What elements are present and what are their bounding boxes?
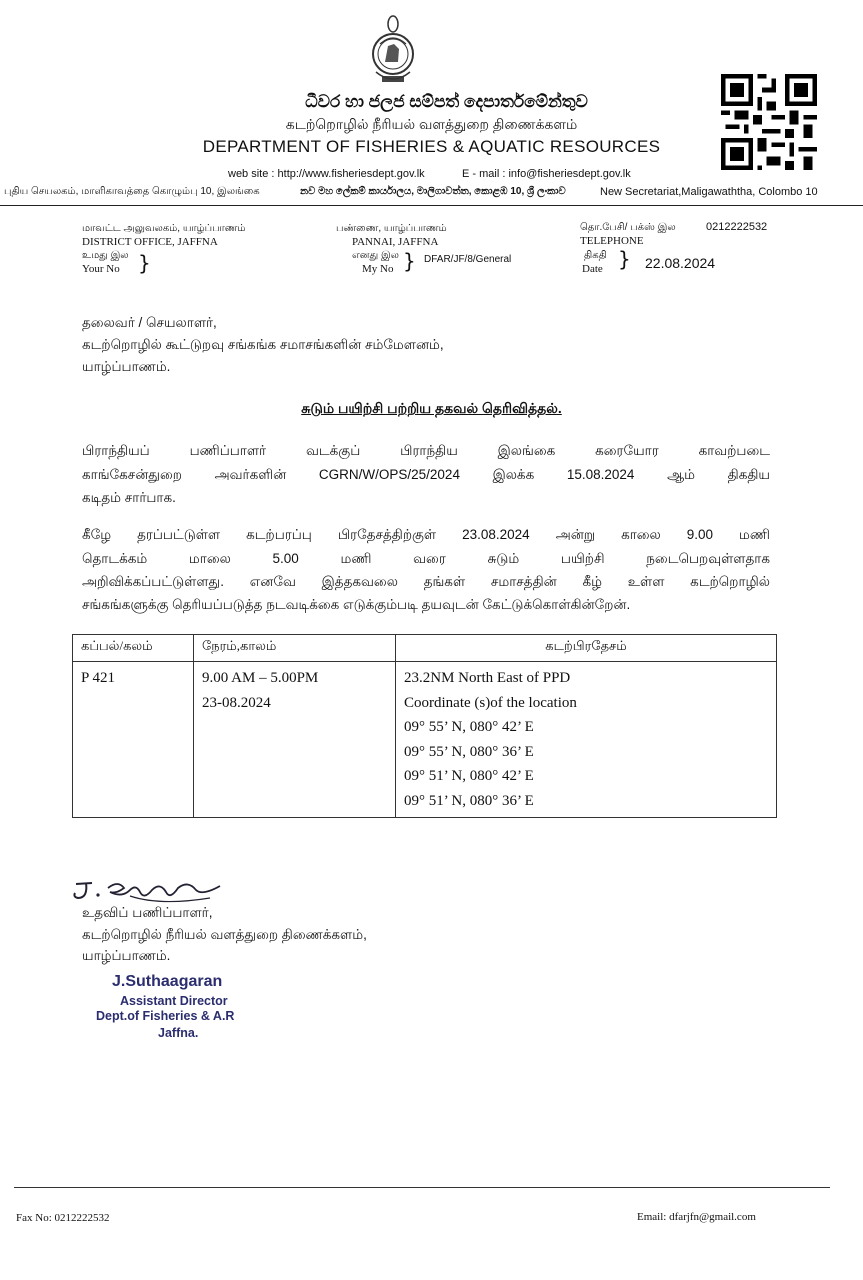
word: பயிற்சி	[560, 551, 605, 566]
your-no-label: Your No	[82, 263, 120, 275]
word: காவற்படை	[698, 443, 770, 458]
word: 5.00	[272, 551, 299, 566]
pannai-tamil: பண்ணை, யாழ்ப்பாணம்	[336, 223, 447, 234]
recipient-line-3: யாழ்ப்பாணம்.	[82, 359, 171, 374]
telephone-label: TELEPHONE	[580, 235, 644, 247]
coordinates-heading: Coordinate (s)of the location	[404, 694, 577, 711]
word: மாலை	[188, 551, 231, 566]
word: பணிப்பாளர்	[189, 443, 267, 458]
recipient-line-1: தலைவர் / செயலாளர்,	[82, 315, 217, 330]
sri-lanka-emblem-icon	[368, 14, 418, 86]
pannai-english: PANNAI, JAFFNA	[352, 236, 439, 248]
letter-date: 22.08.2024	[645, 255, 716, 271]
column-header-time: நேரம்,காலம்	[194, 635, 396, 662]
letter-subject: சுடும் பயிற்சி பற்றிய தகவல் தெரிவித்தல்.	[301, 400, 562, 416]
sinhala-title: ධීවර හා ජලජ සම්පත් දෙපාර්තමේන්තුව	[305, 92, 588, 111]
signatory-title: உதவிப் பணிப்பாளர்,	[82, 905, 213, 920]
signatory-city: யாழ்ப்பாணம்.	[82, 948, 171, 963]
word: கரையோர	[595, 443, 659, 458]
word: தொடக்கம்	[82, 551, 148, 566]
table-row	[73, 662, 777, 818]
time-range: 9.00 AM – 5.00PM	[202, 670, 319, 686]
recipient-line-2: கடற்றொழில் கூட்டுறவு சங்கங்க சமாசங்களின் சம்மேளனம்,	[82, 337, 444, 352]
brace: }	[138, 251, 151, 275]
word: பிராந்தியப்	[82, 443, 150, 458]
stamp-name: J.Suthaagaran	[112, 973, 223, 990]
address-sinhala: නව මහ ලේකම් කාර්යාලය, මාලිගාවත්ත, කොළඹ 10, ශ්‍රී ලංකාව	[300, 186, 566, 197]
stamp-department: Dept.of Fisheries & A.R	[96, 1009, 235, 1023]
coordinate: 09° 51’ N, 080° 36’ E	[404, 792, 534, 809]
reference-number: DFAR/JF/8/General	[424, 254, 512, 265]
header-divider	[0, 205, 863, 206]
website: web site : http://www.fisheriesdept.gov.lk	[228, 168, 425, 180]
coordinate: 09° 51’ N, 080° 42’ E	[404, 768, 534, 784]
date-tamil: திகதி	[584, 250, 607, 261]
coordinate: 09° 55’ N, 080° 42’ E	[404, 719, 534, 735]
vessel-cell	[73, 662, 194, 818]
fax-number: Fax No: 0212222532	[16, 1212, 110, 1224]
stamp-title: Assistant Director	[120, 994, 228, 1008]
address-tamil: புதிய செயலகம், மாளிகாவத்தை கொழும்பு 10, இலங்கை	[4, 186, 260, 197]
paragraph-1-line-1	[82, 443, 770, 461]
area-description: 23.2NM North East of PPD	[404, 670, 571, 686]
word: வரை	[413, 551, 446, 566]
vessel-name: P 421	[81, 670, 116, 686]
table-header-row	[73, 635, 777, 662]
paragraph-2-line-1: கீழே தரப்பட்டுள்ள கடற்பரப்பு பிரதேசத்திற்குள் 23.08.2024 அன்று காலை 9.00 மணி	[82, 527, 770, 542]
brace: }	[403, 249, 416, 273]
my-no-tamil: எனது இல	[352, 250, 399, 261]
word: சுடும்	[487, 551, 520, 566]
english-title: DEPARTMENT OF FISHERIES & AQUATIC RESOURCES	[202, 137, 661, 156]
brace: }	[618, 247, 631, 271]
paragraph-2-line-2	[82, 551, 770, 569]
word: பிராந்திய	[400, 443, 458, 458]
date-label: Date	[582, 263, 603, 275]
header-email: E - mail : info@fisheriesdept.gov.lk	[462, 168, 631, 180]
footer-divider	[14, 1187, 830, 1188]
coordinate: 09° 55’ N, 080° 36’ E	[404, 743, 534, 760]
area-cell	[396, 662, 777, 818]
tamil-title: கடற்றொழில் நீரியல் வளத்துறை திணைக்களம்	[285, 116, 578, 132]
word: இலங்கை	[497, 443, 556, 458]
office-english: DISTRICT OFFICE, JAFFNA	[82, 236, 218, 248]
address-english: New Secretariat,Maligawaththa, Colombo 10	[600, 186, 818, 198]
your-no-tamil: உமது இல	[82, 250, 129, 261]
word: நடைபெறவுள்ளதாக	[646, 551, 770, 566]
telephone-number: 0212222532	[706, 221, 768, 233]
footer-email: Email: dfarjfn@gmail.com	[637, 1211, 756, 1223]
column-header-vessel: கப்பல்/கலம்	[73, 635, 194, 662]
paragraph-1-line-2: காங்கேசன்துறை அவர்களின் CGRN/W/OPS/25/2024 இலக்க 15.08.2024 ஆம் திகதிய	[82, 467, 770, 482]
office-tamil: மாவட்ட அலுவலகம், யாழ்ப்பாணம்	[82, 223, 246, 234]
time-cell	[194, 662, 396, 818]
firing-schedule-table	[72, 634, 777, 818]
signatory-department: கடற்றொழில் நீரியல் வளத்துறை திணைக்களம்,	[82, 927, 367, 942]
exercise-date: 23-08.2024	[202, 694, 271, 711]
paragraph-2-line-3: அறிவிக்கப்பட்டுள்ளது. எனவே இத்தகவலை தங்கள் சமாசத்தின் கீழ் உள்ள கடற்றொழில்	[82, 574, 770, 589]
paragraph-2-line-4: சங்கங்களுக்கு தெரியப்படுத்த நடவடிக்கை எடுக்கும்படி தயவுடன் கேட்டுக்கொள்கின்றேன்.	[82, 597, 631, 612]
telephone-tamil: தொ.பேசி/ பக்ஸ் இல	[580, 222, 676, 233]
my-no-label: My No	[362, 263, 394, 275]
stamp-city: Jaffna.	[158, 1026, 199, 1040]
word: வடக்குப்	[305, 443, 361, 458]
word: மணி	[340, 551, 372, 566]
column-header-area: கடற்பிரதேசம்	[396, 635, 777, 662]
paragraph-1-line-3: கடிதம் சார்பாக.	[82, 490, 176, 505]
